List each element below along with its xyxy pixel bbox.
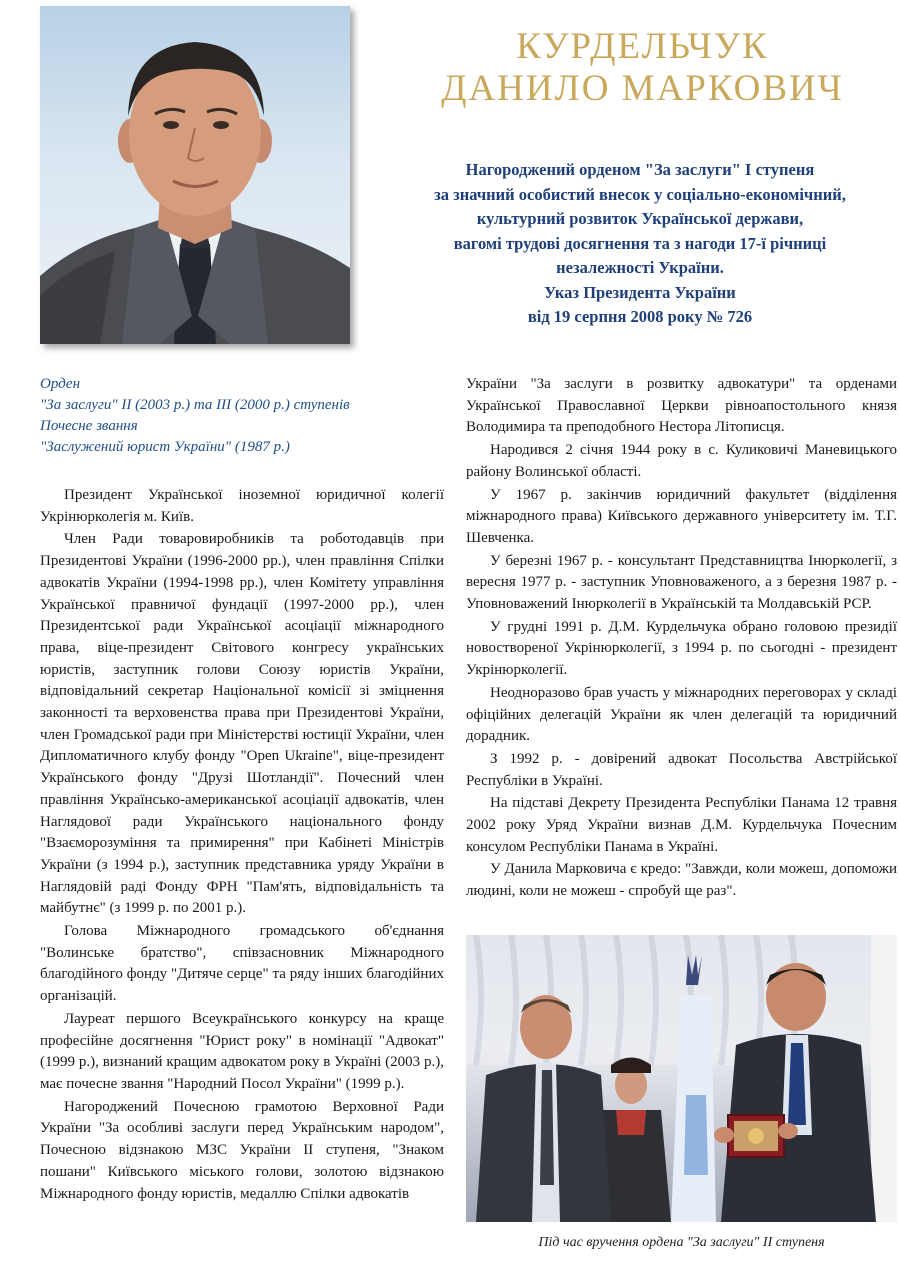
award-line: за значний особистий внесок у соціально-економічний,	[434, 184, 846, 204]
paragraph: На підставі Декрету Президента Республіки Панама 12 травня 2002 року Уряд України визнав Д.М. Курдельчука Почесним консулом Республіки Панама в Україні.	[466, 795, 897, 855]
orders-line: Почесне звання	[40, 418, 138, 434]
orders-line: "За заслуги" II (2003 р.) та III (2000 р.) ступенів	[40, 397, 350, 413]
portrait-photo	[40, 6, 350, 344]
award-line: культурний розвиток Української держави,	[476, 209, 804, 228]
award-line: від 19 серпня 2008 року № 726	[527, 307, 753, 326]
award-line: незалежності України.	[556, 258, 724, 277]
paragraph: Нагороджений Почесною грамотою Верховної Ради України "За особливі заслуги перед Українським народом", Почесною відзнакою МЗС України II ступеня, "Знаком пошани" Київського міського голови, золотою відзнакою Міжнародного фонду юристів, медаллю Спілки адвокатів	[40, 1098, 444, 1202]
name-surname: КУРДЕЛЬЧУК	[516, 26, 769, 67]
name-given: ДАНИЛО МАРКОВИЧ	[441, 68, 844, 109]
paragraph: У 1967 р. закінчив юридичний факультет (відділення міжнародного права) Київського державного університету ім. Т.Г. Шевченка.	[466, 486, 897, 546]
orders-line: "Заслужений юрист України" (1987 р.)	[40, 439, 290, 455]
paragraph: Неодноразово брав участь у міжнародних переговорах у складі офіційних делегацій України як член делегацій та юридичний дорадник.	[466, 684, 897, 745]
paragraph: З 1992 р. - довірений адвокат Посольства Австрійської Республіки в Україні.	[466, 750, 897, 789]
ceremony-illustration	[466, 935, 897, 1222]
paragraph: Президент Української іноземної юридичної колегії Укрінюрколегія м. Київ.	[40, 487, 444, 525]
award-statement	[390, 158, 890, 330]
portrait-illustration	[40, 6, 350, 344]
photo-caption: Під час вручення ордена "За заслуги" II ступеня	[538, 1235, 825, 1250]
paragraph: України "За заслуги в розвитку адвокатури" та орденами Української Православної Церкви рівноапостольного князя Володимира та преподобного Нестора Літописця.	[466, 376, 897, 436]
paragraph: Народився 2 січня 1944 року в с. Куликовичі Маневицького району Волинської області.	[466, 442, 897, 480]
award-line: Указ Президента України	[544, 282, 736, 302]
paragraph: Член Ради товаровиробників та роботодавців при Президентові України (1996-2000 рр.), член правління Спілки адвокатів України (1994-1998 рр.), член Комітету управління Української правничої фундації (1997-2000 рр.), член Президентської ради Української асоціації міжнародного права, віце-президент Світового конгресу українських юристів, заступник голови Союзу юристів України, відповідальний секретар Національної комісії зі зміцнення законності та верховенства права при Президентові України, член Громадської ради при Міністерстві юстиції України, член Дипломатичного клубу фонду "Open Ukraine", віце-президент Українського фонду "Друзі Шотландії". Почесний член правління Українсько-американської асоціації адвокатів, член Наглядової ради Українського національного фонду "Взаєморозуміння та примирення" при Кабінеті Міністрів України (з 1994 р.), заступник представника уряду України в Наглядовій раді Фонду ФРН "Пам'ять, відповідальність та майбутнє" (з 1999 р. по 2001 р.).	[40, 531, 444, 917]
orders-list	[40, 374, 460, 458]
paragraph: Голова Міжнародного громадського об'єднання "Волинське братство", співзасновник Міжнародного благодійного фонду "Дитяче серце" та ряду інших благодійних організацій.	[40, 923, 444, 1005]
award-line: Нагороджений орденом "За заслуги" I ступеня	[465, 160, 815, 179]
paragraph: Лауреат першого Всеукраїнського конкурсу на краще професійне досягнення "Юрист року" в номінації "Адвокат" (1999 р.), визнаний кращим адвокатом року в Україні (2003 р.), має почесне звання "Народний Посол України" (1999 р.).	[40, 1010, 444, 1092]
paragraph: У Данила Марковича є кредо: "Завжди, коли можеш, допоможи людині, коли не можеш - спробуй ще раз".	[466, 861, 897, 900]
ceremony-photo	[466, 935, 897, 1222]
person-name	[395, 26, 890, 110]
paragraph: У грудні 1991 р. Д.М. Курдельчука обрано головою президії новоствореної Укрінюрколегії, з 1994 р. по сьогодні - президент Укрінюрколегії.	[466, 618, 897, 679]
award-line: вагомі трудові досягнення та з нагоди 17-ї річниці	[453, 233, 827, 253]
paragraph: У березні 1967 р. - консультант Представництва Інюрколегії, з вересня 1977 р. - заступник Уповноваженого, а з березня 1987 р. - Уповноважений Інюрколегії в Українській та Молдавській РСР.	[466, 552, 897, 613]
biography-right-column	[466, 374, 897, 904]
orders-line: Орден	[40, 376, 81, 392]
biography-left-column	[40, 485, 444, 1206]
